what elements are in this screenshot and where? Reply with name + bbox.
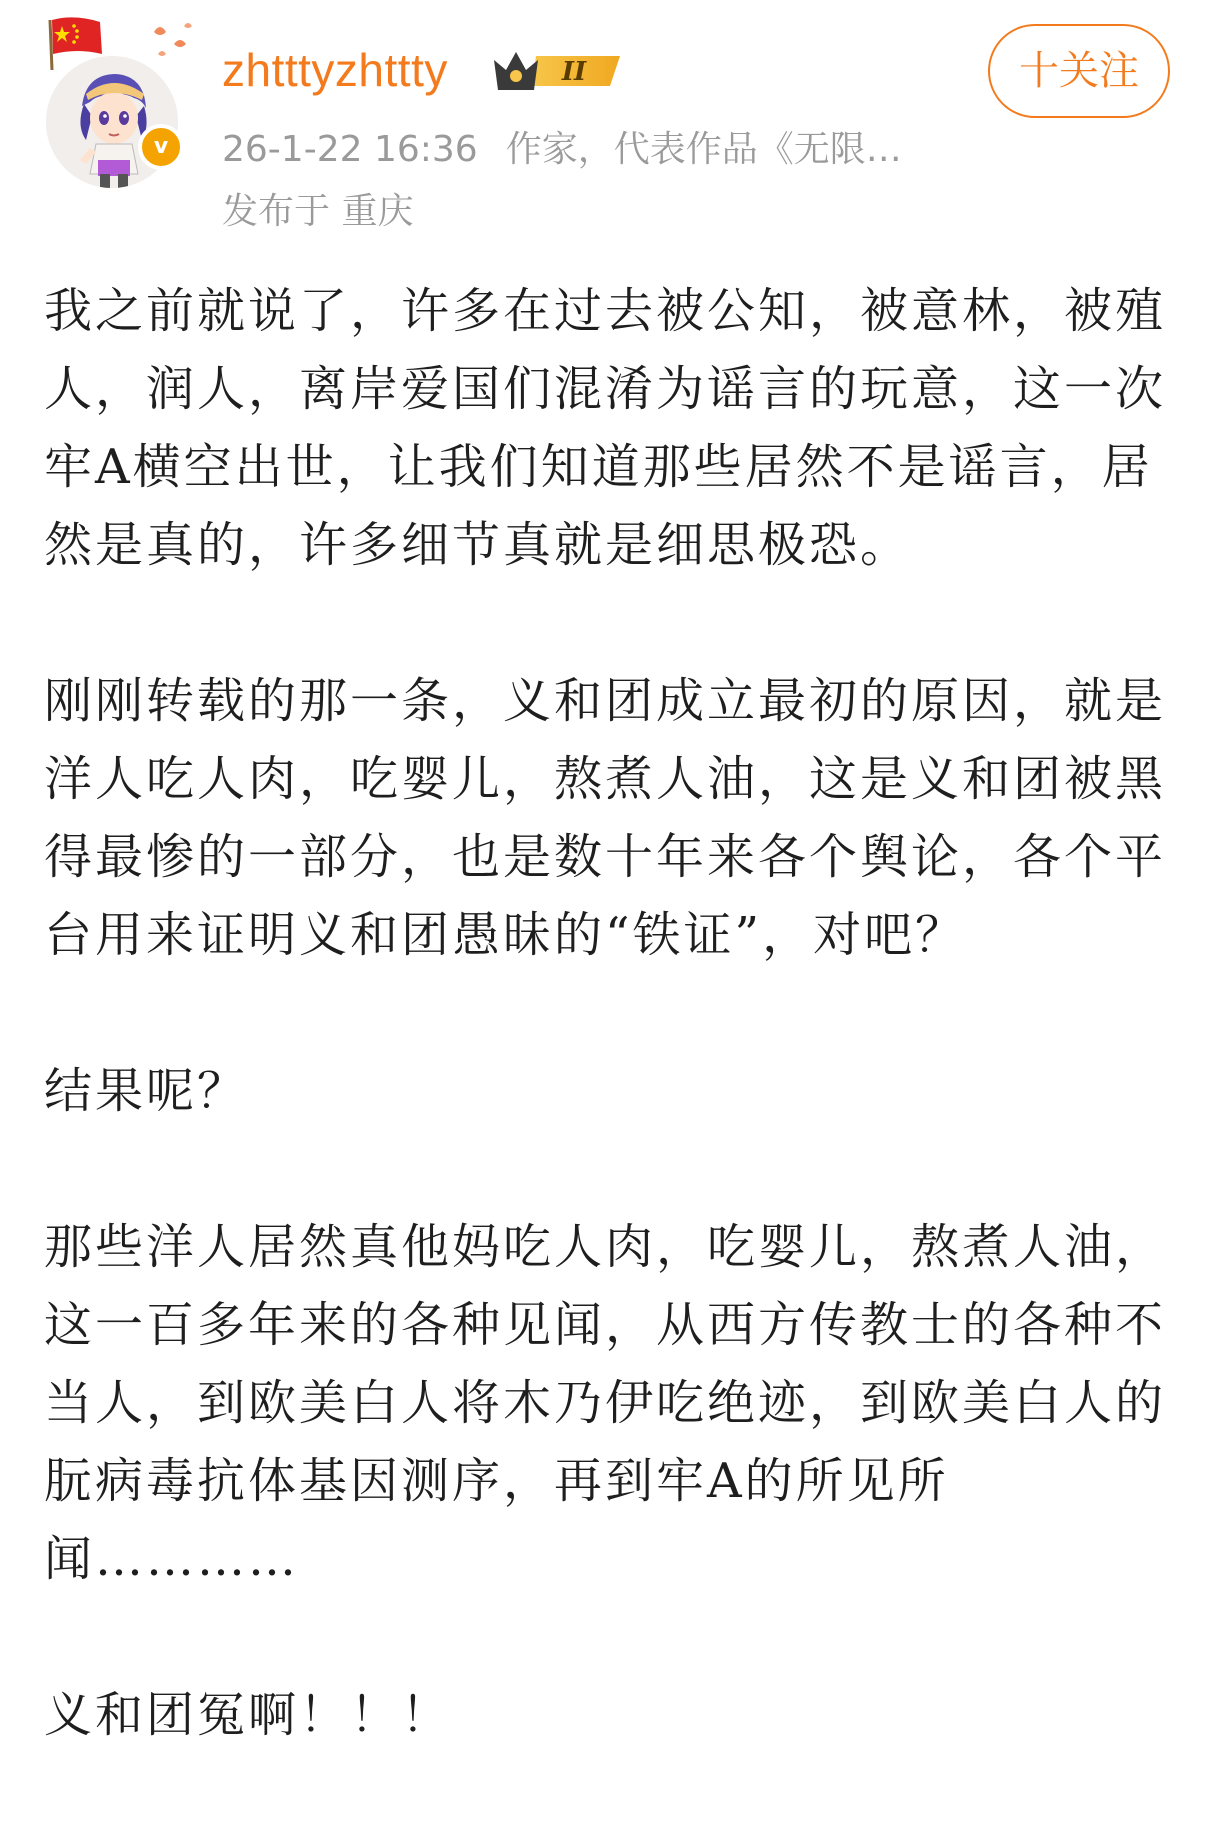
post-header [0,0,1215,240]
avatar[interactable] [38,14,188,174]
post-paragraph: 结果呢？ [44,1063,249,1119]
post-paragraph: 那些洋人居然真他妈吃人肉，吃婴儿，熬煮人油，这一百多年来的各种见闻，从西方传教士的各种不当人，到欧美白人将木乃伊吃绝迹，到欧美白人的朊病毒抗体基因测序，再到牢A的所见所闻………… [44,1219,1167,1587]
china-flag-icon [40,14,110,70]
post-paragraph: 义和团冤啊！！！ [44,1687,453,1743]
level-badge-label: II [561,57,587,87]
post-body [44,272,1184,1754]
crown-level-icon [492,46,628,96]
follow-button[interactable]: 十关注 [988,24,1170,118]
author-bio: 作家，代表作品《无限… [505,129,902,170]
flower-decoration-icon [134,14,204,74]
post-meta [222,128,942,172]
post-paragraph: 刚刚转载的那一条，义和团成立最初的原因，就是洋人吃人肉，吃婴儿，熬煮人油，这是义和团被黑得最惨的一部分，也是数十年来各个舆论，各个平台用来证明义和团愚昧的“铁证”，对吧？ [44,673,1167,963]
post-location: 发布于 重庆 [222,191,414,232]
post-paragraph: 我之前就说了，许多在过去被公知，被意林，被殖人，润人，离岸爱国们混淆为谣言的玩意，这一次牢A横空出世，让我们知道那些居然不是谣言，居然是真的，许多细节真就是细思极恐。 [44,283,1167,573]
verified-badge-icon: v [138,124,184,170]
post-timestamp: 26-1-22 16:36 [222,129,478,170]
author-username[interactable]: zhtttyzhttty [222,44,448,96]
